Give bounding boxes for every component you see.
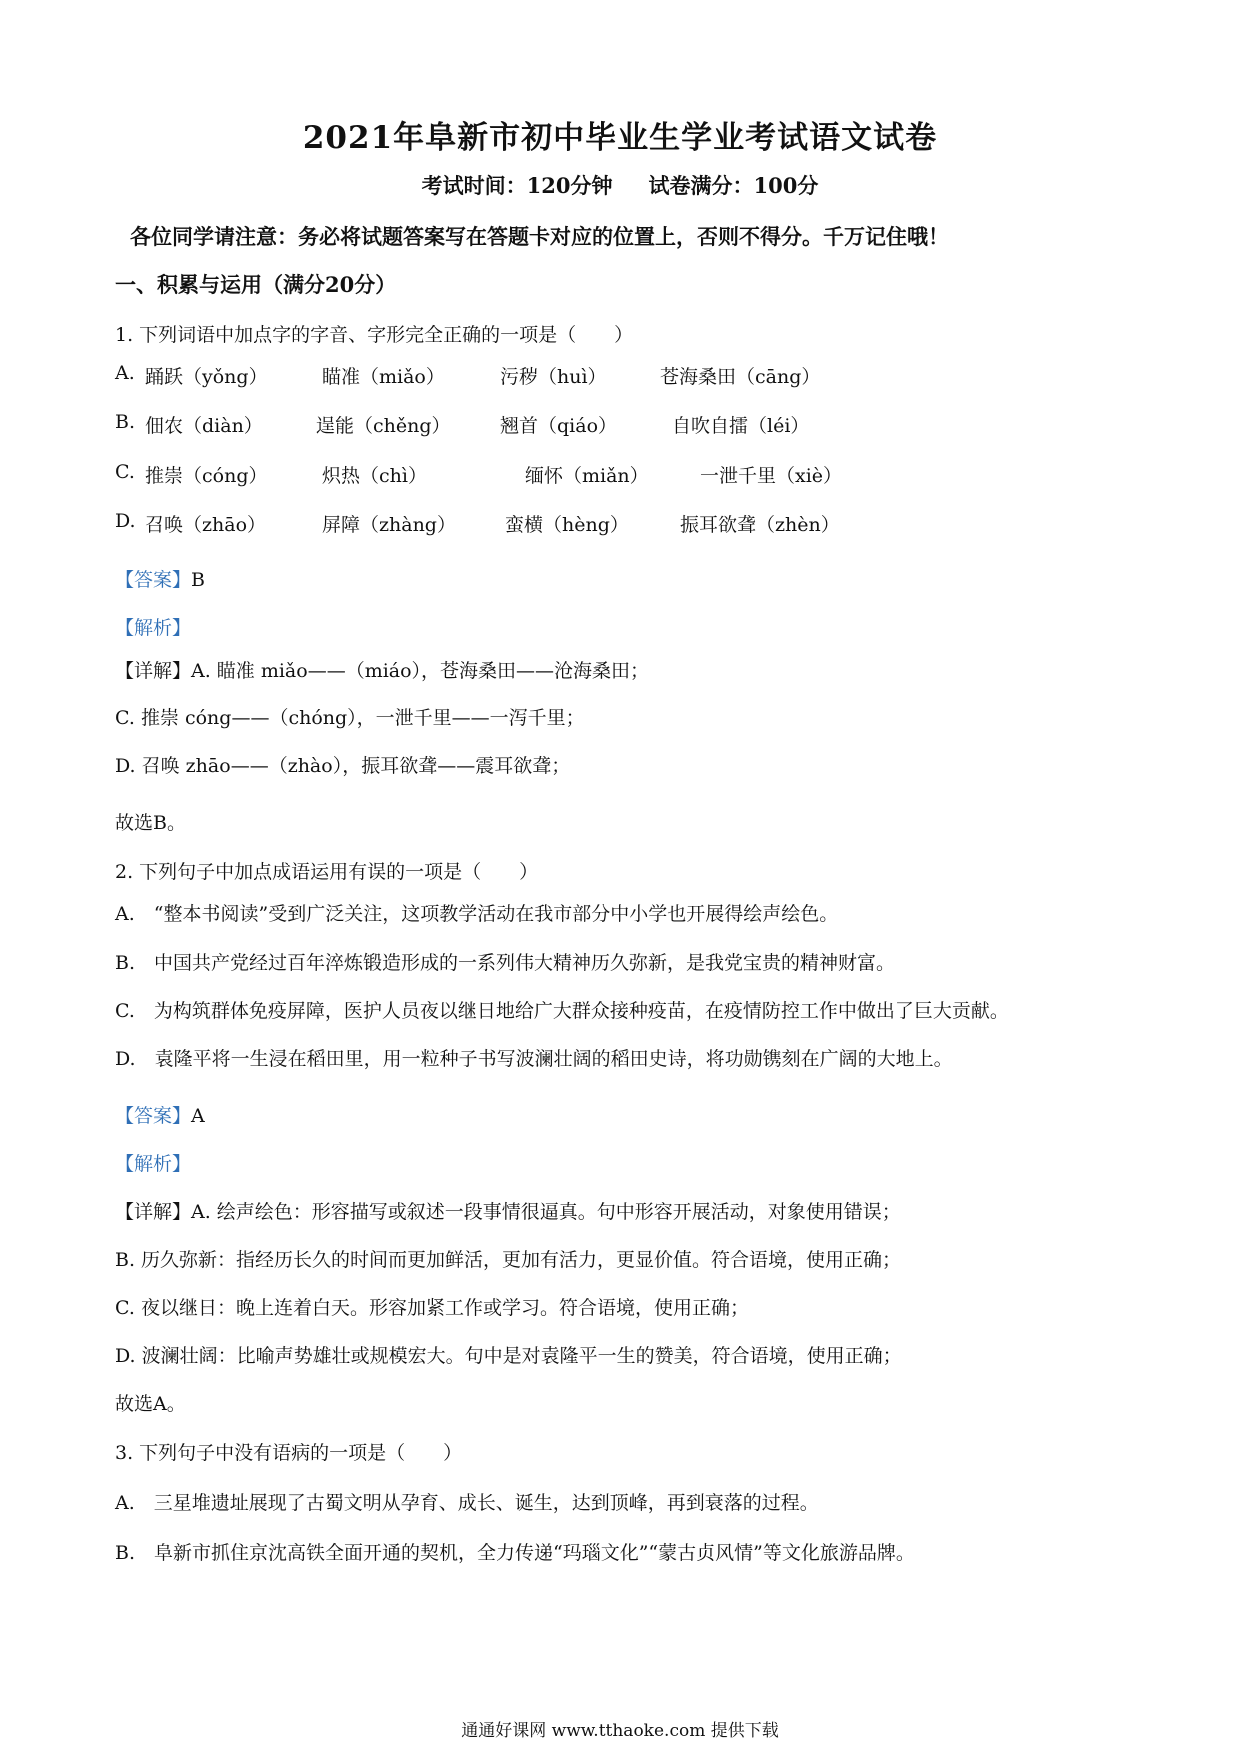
answer-tag: 【答案】 — [115, 569, 192, 591]
q1-option-d-label: D. — [115, 510, 136, 532]
q2-option: B. 中国共产党经过百年淬炼锻造形成的一系列伟大精神历久弥新，是我党宝贵的精神财富。 — [115, 952, 896, 974]
q1-option-d-item: 蛮横（hèng） — [505, 514, 629, 536]
q1-option-b-item: 翘首（qiáo） — [500, 415, 618, 437]
q2-option: C. 为构筑群体免疫屏障，医护人员夜以继日地给广大群众接种疫苗，在疫情防控工作中做出了巨大贡献。 — [115, 1000, 1009, 1022]
q1-detail-line: 故选B。 — [115, 812, 186, 834]
footer-watermark: 通通好课网 www.tthaoke.com 提供下载 — [461, 1721, 779, 1741]
q1-option-d-item: 振耳欲聋（zhèn） — [680, 514, 840, 536]
q1-detail-line: 【详解】A. 瞄准 miǎo——（miáo），苍海桑田——沧海桑田； — [115, 660, 650, 682]
q1-stem: 1. 下列词语中加点字的字音、字形完全正确的一项是（ ） — [115, 324, 634, 346]
q1-option-c-item: 炽热（chì） — [322, 465, 427, 487]
q1-option-c-label: C. — [115, 461, 135, 483]
q2-option: A. “整本书阅读”受到广泛关注，这项教学活动在我市部分中小学也开展得绘声绘色。 — [115, 903, 839, 925]
exam-info — [0, 170, 1240, 200]
section-heading: 一、积累与运用（满分20分） — [115, 272, 397, 297]
q1-option-b-item: 佃农（diàn） — [145, 415, 263, 437]
q2-detail-line: D. 波澜壮阔：比喻声势雄壮或规模宏大。句中是对袁隆平一生的赞美，符合语境，使用正确； — [115, 1345, 902, 1367]
q2-detail-line: 【详解】A. 绘声绘色：形容描写或叙述一段事情很逼真。句中形容开展活动，对象使用错误； — [115, 1201, 901, 1223]
q1-detail-line: D. 召唤 zhāo——（zhào），振耳欲聋——震耳欲聋； — [115, 755, 571, 777]
q2-option: D. 袁隆平将一生浸在稻田里，用一粒种子书写波澜壮阔的稻田史诗，将功勋镌刻在广阔的大地上。 — [115, 1048, 953, 1070]
q1-option-a-label: A. — [115, 362, 135, 384]
q1-option-c-item: 推崇（cóng） — [145, 465, 268, 487]
page-title: 2021年阜新市初中毕业生学业考试语文试卷 — [302, 120, 938, 156]
full-score: 试卷满分：100分 — [648, 173, 819, 198]
answer-value: B — [191, 569, 205, 591]
q1-option-d-item: 屏障（zhàng） — [322, 514, 456, 536]
q2-detail-line: B. 历久弥新：指经历长久的时间而更加鲜活，更加有活力，更显价值。符合语境，使用正确； — [115, 1249, 902, 1271]
q1-detail-line: C. 推崇 cóng——（chóng），一泄千里——一泻千里； — [115, 707, 585, 729]
q1-option-a-item: 苍海桑田（cāng） — [660, 366, 821, 388]
q3-stem: 3. 下列句子中没有语病的一项是（ ） — [115, 1442, 463, 1464]
q1-option-b-item: 自吹自擂（léi） — [672, 415, 810, 437]
q2-analysis-tag: 【解析】 — [115, 1153, 192, 1175]
q1-option-a-item: 瞄准（miǎo） — [322, 366, 445, 388]
q2-detail-line: 故选A。 — [115, 1393, 186, 1415]
q1-option-c-item: 缅怀（miǎn） — [525, 465, 649, 487]
q1-option-b-item: 逞能（chěng） — [316, 415, 451, 437]
q1-analysis-tag: 【解析】 — [115, 617, 192, 639]
answer-tag: 【答案】 — [115, 1105, 192, 1127]
q2-detail-line: C. 夜以继日：晚上连着白天。形容加紧工作或学习。符合语境，使用正确； — [115, 1297, 749, 1319]
q3-option: B. 阜新市抓住京沈高铁全面开通的契机，全力传递“玛瑙文化”“蒙古贞风情”等文化旅游品牌。 — [115, 1542, 915, 1564]
notice: 各位同学请注意：务必将试题答案写在答题卡对应的位置上，否则不得分。千万记住哦！ — [130, 224, 949, 249]
q3-option: A. 三星堆遗址展现了古蜀文明从孕育、成长、诞生，达到顶峰，再到衰落的过程。 — [115, 1492, 819, 1514]
q2-stem: 2. 下列句子中加点成语运用有误的一项是（ ） — [115, 861, 539, 883]
answer-value: A — [191, 1105, 205, 1127]
q1-option-c-item: 一泄千里（xiè） — [700, 465, 843, 487]
q1-option-b-label: B. — [115, 411, 136, 433]
q1-option-d-item: 召唤（zhāo） — [145, 514, 267, 536]
q1-answer — [115, 565, 205, 592]
q1-option-a-item: 踊跃（yǒng） — [145, 366, 268, 388]
q1-option-a-item: 污秽（huì） — [500, 366, 607, 388]
q2-answer — [115, 1101, 205, 1128]
exam-time: 考试时间：120分钟 — [421, 173, 613, 198]
